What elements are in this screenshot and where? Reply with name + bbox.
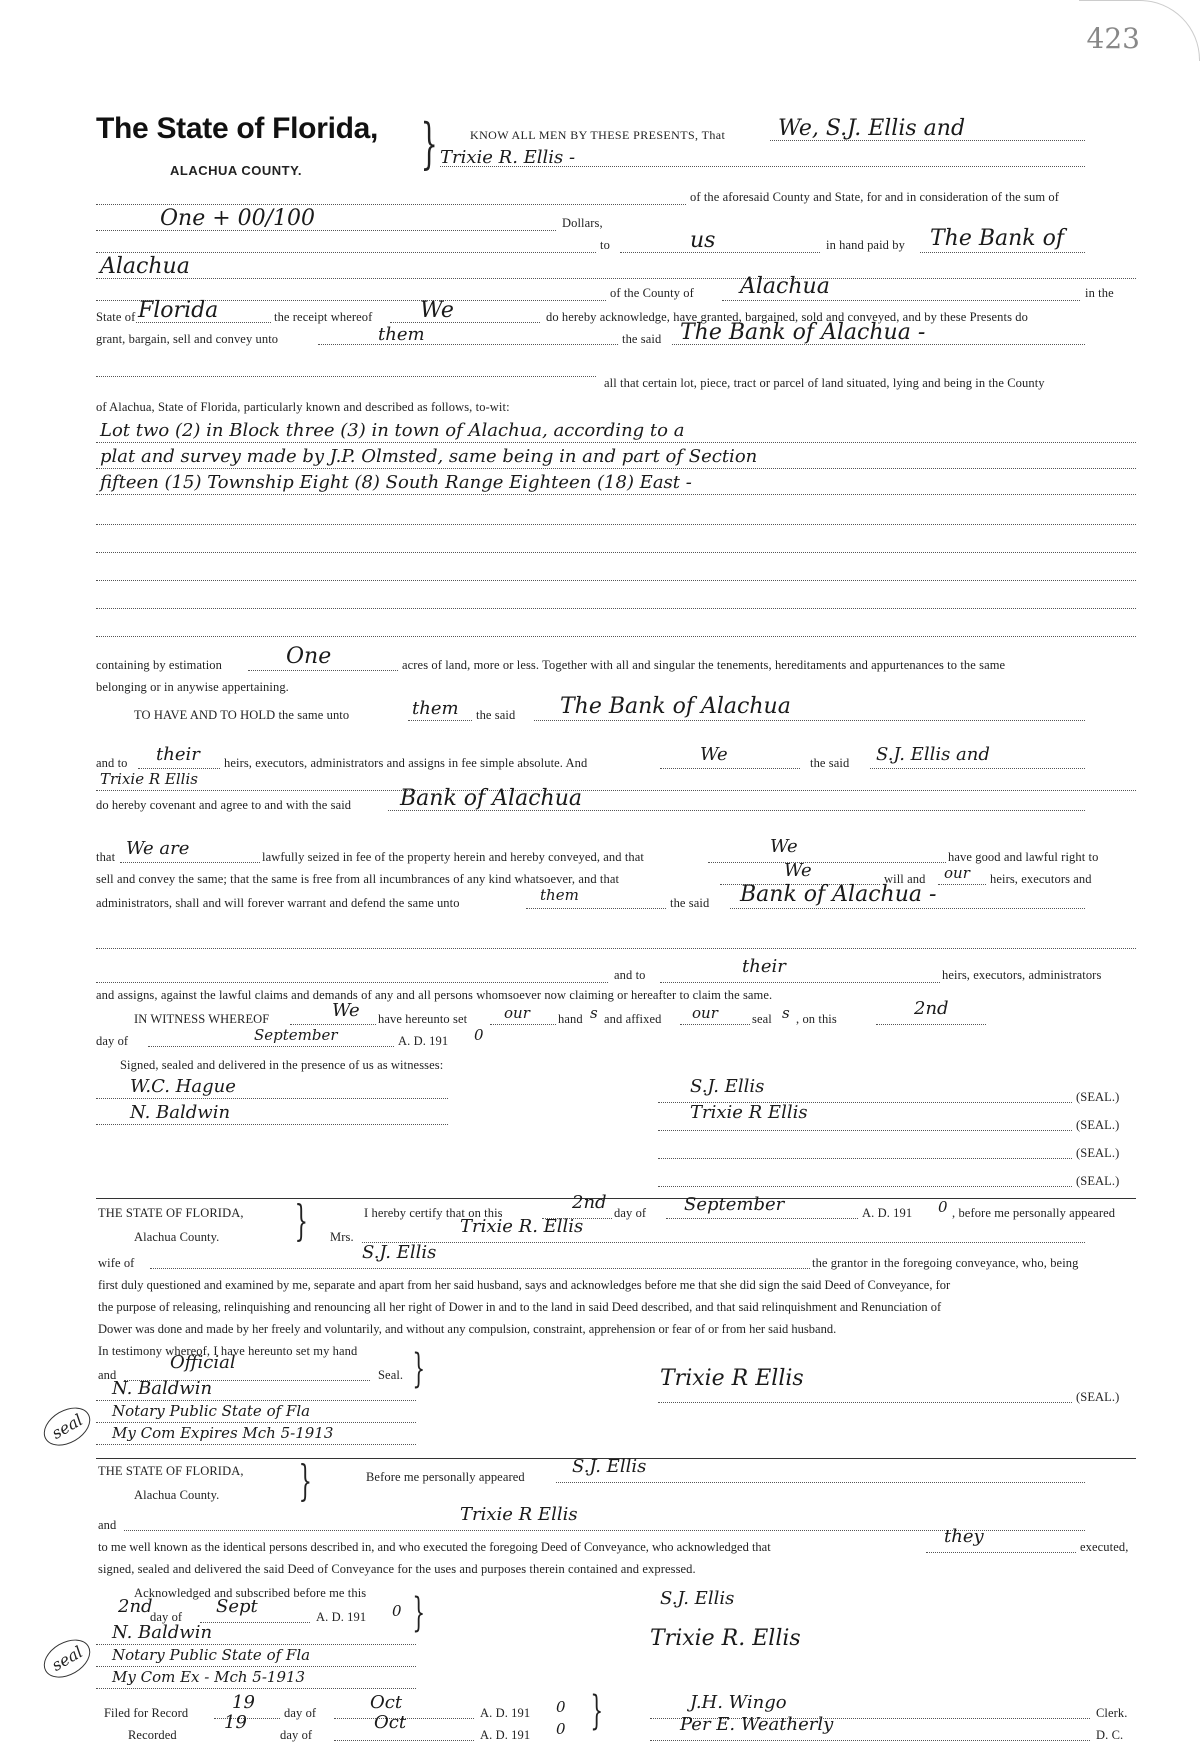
ack2-and-text: and bbox=[98, 1518, 117, 1532]
to-have-text: TO HAVE AND TO HOLD the same unto bbox=[134, 708, 350, 722]
said2-value-2: Trixie R Ellis bbox=[100, 770, 198, 788]
right-text: have good and lawful right to bbox=[948, 850, 1099, 864]
dc-signature: Per E. Weatherly bbox=[680, 1714, 834, 1735]
ack1-signature: Trixie R Ellis bbox=[660, 1366, 804, 1391]
hereunto-text: have hereunto set bbox=[378, 1012, 468, 1026]
land-description-1: Lot two (2) in Block three (3) in town of Alachua, according to a bbox=[100, 420, 685, 441]
grantee-line-1: The Bank of bbox=[930, 226, 1065, 251]
grantors-line-1: We, S.J. Ellis and bbox=[778, 116, 966, 141]
assigns-line-text: and assigns, against the lawful claims and demands of any and all persons whomsoever now claiming or hereafter to claim the same. bbox=[96, 988, 773, 1002]
dotted-line bbox=[876, 1024, 986, 1025]
whereof-value: We bbox=[332, 1000, 360, 1021]
ack1-notary-title: Notary Public State of Fla bbox=[112, 1402, 311, 1420]
dotted-line bbox=[96, 1688, 416, 1689]
the-said-text: the said bbox=[622, 332, 662, 346]
grant-line-text: grant, bargain, sell and convey unto bbox=[96, 332, 279, 346]
dotted-line bbox=[96, 252, 596, 253]
dotted-line bbox=[96, 948, 1136, 949]
rec-month-value: Oct bbox=[374, 1712, 407, 1733]
dotted-line bbox=[96, 376, 596, 377]
ack2-and-value: Trixie R Ellis bbox=[460, 1504, 578, 1525]
grantor-text: the grantor in the foregoing conveyance, who, being bbox=[812, 1256, 1079, 1270]
seal-label-2: (SEAL.) bbox=[1076, 1118, 1120, 1132]
filed-day-of-text: day of bbox=[284, 1706, 317, 1720]
dotted-line bbox=[96, 442, 1136, 443]
dotted-line bbox=[440, 166, 1085, 167]
ack2-signature-2: Trixie R. Ellis bbox=[650, 1626, 801, 1651]
known-value: they bbox=[944, 1526, 984, 1547]
that-value: We are bbox=[126, 838, 190, 859]
sell-line-text: sell and convey the same; that the same is free from all incumbrances of any kind whatsoever, and that bbox=[96, 872, 620, 886]
said-value: The Bank of Alachua - bbox=[680, 320, 926, 345]
dotted-line bbox=[680, 1024, 750, 1025]
certify-text: I hereby certify that on this bbox=[364, 1206, 503, 1220]
ad-text: A. D. 191 bbox=[398, 1034, 449, 1048]
dotted-line bbox=[938, 884, 986, 885]
dotted-line bbox=[672, 344, 1085, 345]
said2-value-1: S.J. Ellis and bbox=[876, 744, 990, 765]
page-number: 423 bbox=[1086, 22, 1140, 55]
receipt-value: We bbox=[420, 298, 454, 323]
dotted-line bbox=[660, 982, 940, 983]
notary-seal-stamp: seal bbox=[37, 1400, 97, 1454]
acres-value: One bbox=[286, 644, 332, 669]
dotted-line bbox=[136, 322, 271, 323]
dotted-line bbox=[708, 862, 946, 863]
official-value: Official bbox=[170, 1352, 236, 1373]
dotted-line bbox=[96, 580, 1136, 581]
dc-label: D. C. bbox=[1096, 1728, 1124, 1742]
ack1-brace: } bbox=[294, 1196, 309, 1245]
admin-line-text: administrators, shall and will forever warrant and defend the same unto bbox=[96, 896, 460, 910]
dotted-line bbox=[96, 204, 686, 205]
receipt-text: the receipt whereof bbox=[274, 310, 373, 324]
ack2-signed-text: signed, sealed and delivered the said Deed of Conveyance for the uses and purposes therein contained and expressed. bbox=[98, 1562, 696, 1576]
county-value: Alachua bbox=[740, 274, 830, 299]
ack2-day-value: 2nd bbox=[118, 1596, 153, 1617]
ack1-seal-label: (SEAL.) bbox=[1076, 1390, 1120, 1404]
ack1-notary-name: N. Baldwin bbox=[112, 1378, 213, 1399]
dotted-line bbox=[408, 720, 472, 721]
ack2-notary-title: Notary Public State of Fla bbox=[112, 1646, 311, 1664]
heirs-exec2-text: heirs, executors, administrators bbox=[942, 968, 1102, 982]
and-to2-text: and to bbox=[614, 968, 646, 982]
sell-value: We bbox=[784, 860, 812, 881]
ack1-ad-text: A. D. 191 bbox=[862, 1206, 913, 1220]
grantors-line-2: Trixie R. Ellis - bbox=[440, 147, 576, 168]
filed-day-value: 19 bbox=[232, 1692, 255, 1713]
containing-text: containing by estimation bbox=[96, 658, 222, 672]
dotted-line bbox=[770, 140, 1085, 141]
on-this-text: , on this bbox=[796, 1012, 837, 1026]
ack1-paragraph-3: Dower was done and made by her freely and voluntarily, and without any compulsion, constraint, apprehension or fear of or from her said husband. bbox=[98, 1322, 837, 1336]
filed-year-value: 0 bbox=[556, 1698, 566, 1716]
dotted-line bbox=[96, 468, 1136, 469]
wife-of-text: wife of bbox=[98, 1256, 135, 1270]
hand-text: hand bbox=[558, 1012, 583, 1026]
hand-value: s bbox=[590, 1004, 598, 1022]
filed-ad-text: A. D. 191 bbox=[480, 1706, 531, 1720]
dotted-line bbox=[388, 810, 1085, 811]
ack1-seal-text: Seal. bbox=[378, 1368, 404, 1382]
mrs-value: Trixie R. Ellis bbox=[460, 1216, 584, 1237]
seized-text: lawfully seized in fee of the property herein and hereby conveyed, and that bbox=[262, 850, 644, 864]
unto-value: them bbox=[378, 324, 425, 345]
subscribed-text: Acknowledged and subscribed before me this bbox=[134, 1586, 367, 1600]
to-have-unto-value: them bbox=[412, 698, 459, 719]
dotted-line bbox=[658, 1186, 1072, 1187]
filing-brace: } bbox=[590, 1688, 604, 1734]
dotted-line bbox=[96, 1644, 416, 1645]
signed-text: Signed, sealed and delivered in the presence of us as witnesses: bbox=[120, 1058, 444, 1072]
dotted-line bbox=[96, 608, 1136, 609]
ack2-ad-text: A. D. 191 bbox=[316, 1610, 367, 1624]
witness-month-value: September bbox=[254, 1026, 338, 1044]
in-the-text: in the bbox=[1085, 286, 1114, 300]
dotted-line bbox=[120, 862, 260, 863]
dotted-line bbox=[658, 1402, 1072, 1403]
header-brace: } bbox=[420, 112, 438, 175]
witness-day-value: 2nd bbox=[914, 998, 949, 1019]
filed-month-value: Oct bbox=[370, 1692, 403, 1713]
ack1-year-value: 0 bbox=[938, 1198, 948, 1216]
habendum-said2-text: the said bbox=[810, 756, 850, 770]
state-value: Florida bbox=[138, 298, 219, 323]
dotted-line bbox=[362, 1242, 1085, 1243]
rec-year-value: 0 bbox=[556, 1720, 566, 1738]
dotted-line bbox=[96, 636, 1136, 637]
ack1-day-of-text: day of bbox=[614, 1206, 647, 1220]
dotted-line bbox=[138, 768, 220, 769]
dotted-line bbox=[490, 1024, 556, 1025]
ack1-paragraph-1: first duly questioned and examined by me, separate and apart from her said husband, says and acknowledges before me that she did sign the said Deed of Conveyance, for bbox=[98, 1278, 951, 1292]
dotted-line bbox=[658, 1130, 1072, 1131]
known-text: to me well known as the identical persons described in, and who executed the foregoing Deed of Conveyance, who acknowledged that bbox=[98, 1540, 771, 1554]
will-and-text: will and bbox=[884, 872, 926, 886]
to-text: to bbox=[600, 238, 610, 252]
dotted-line bbox=[148, 1046, 394, 1047]
and-we-value: We bbox=[700, 744, 728, 765]
dotted-line bbox=[96, 494, 1136, 495]
county-line-text: of Alachua, State of Florida, particularly known and described as follows, to-wit: bbox=[96, 400, 510, 414]
ack2-notary-commission: My Com Ex - Mch 5-1913 bbox=[112, 1668, 306, 1686]
dotted-line bbox=[660, 768, 800, 769]
dotted-line bbox=[200, 1622, 310, 1623]
dotted-line bbox=[96, 1098, 448, 1099]
rec-day-value: 19 bbox=[224, 1712, 247, 1733]
to-value: us bbox=[690, 228, 716, 253]
ack1-notary-commission: My Com Expires Mch 5-1913 bbox=[112, 1424, 334, 1442]
rec-day-of-text: day of bbox=[280, 1728, 313, 1742]
dotted-line bbox=[96, 1422, 416, 1423]
seal-value: s bbox=[782, 1004, 790, 1022]
dotted-line bbox=[96, 1666, 416, 1667]
dotted-line bbox=[666, 1218, 858, 1219]
admin-value: them bbox=[540, 886, 579, 904]
their-value: their bbox=[156, 744, 200, 765]
dotted-line bbox=[150, 1268, 810, 1269]
set-value: our bbox=[504, 1004, 530, 1022]
in-hand-text: in hand paid by bbox=[826, 238, 905, 252]
dotted-line bbox=[722, 300, 1080, 301]
dotted-line bbox=[96, 552, 1136, 553]
belonging-text: belonging or in anywise appertaining. bbox=[96, 680, 289, 694]
dotted-line bbox=[390, 322, 540, 323]
state-title: The State of Florida, bbox=[96, 112, 379, 145]
dotted-line bbox=[96, 1124, 448, 1125]
witness-1-signature: W.C. Hague bbox=[130, 1076, 236, 1097]
ack2-brace: } bbox=[298, 1456, 313, 1505]
dotted-line bbox=[556, 1482, 1085, 1483]
ack1-and-text: and bbox=[98, 1368, 117, 1382]
ack2-month-value: Sept bbox=[216, 1596, 258, 1617]
habendum-said3-text: the said bbox=[670, 896, 710, 910]
ack2-state: THE STATE OF FLORIDA, bbox=[98, 1464, 244, 1478]
state-of-text: State of bbox=[96, 310, 136, 324]
ack2-notary-name: N. Baldwin bbox=[112, 1622, 213, 1643]
filed-text: Filed for Record bbox=[104, 1706, 189, 1720]
dotted-line bbox=[96, 278, 1136, 279]
acres-text: acres of land, more or less. Together with all and singular the tenements, hereditaments and appurtenances to the same bbox=[402, 658, 1006, 672]
ack1-paragraph-2: the purpose of releasing, relinquishing and renouncing all her right of Dower in and to the land in said Deed described, and that said relinquishment and Renunciation of bbox=[98, 1300, 942, 1314]
and-to-text: and to bbox=[96, 756, 128, 770]
seized-value: We bbox=[770, 836, 798, 857]
witness-year-value: 0 bbox=[474, 1026, 484, 1044]
dotted-line bbox=[96, 982, 608, 983]
whereof-text: IN WITNESS WHEREOF bbox=[134, 1012, 270, 1026]
ack1-state: THE STATE OF FLORIDA, bbox=[98, 1206, 244, 1220]
ack1-before-text: , before me personally appeared bbox=[952, 1206, 1116, 1220]
grantor-2-signature: Trixie R Ellis bbox=[690, 1102, 808, 1123]
covenant-value: Bank of Alachua bbox=[400, 786, 582, 811]
dotted-line bbox=[318, 344, 618, 345]
mrs-text: Mrs. bbox=[330, 1230, 354, 1244]
dotted-line bbox=[290, 1024, 376, 1025]
ack2-county: Alachua County. bbox=[134, 1488, 220, 1502]
dotted-line bbox=[620, 252, 820, 253]
said3-value: Bank of Alachua - bbox=[740, 882, 937, 907]
recorded-text: Recorded bbox=[128, 1728, 177, 1742]
acknowledge-text: do hereby acknowledge, have granted, bargained, sold and conveyed, and by these Presents do bbox=[546, 310, 1028, 324]
dotted-line bbox=[96, 230, 556, 231]
covenant-text: do hereby covenant and agree to and with the said bbox=[96, 798, 352, 812]
section-rule bbox=[96, 1198, 1136, 1199]
clerk-label: Clerk. bbox=[1096, 1706, 1128, 1720]
ack2-year-value: 0 bbox=[392, 1602, 402, 1620]
seal-label-3: (SEAL.) bbox=[1076, 1146, 1120, 1160]
all-that-text: all that certain lot, piece, tract or parcel of land situated, lying and being in the County bbox=[604, 376, 1045, 390]
dotted-line bbox=[658, 1158, 1072, 1159]
affixed-text: and affixed bbox=[604, 1012, 662, 1026]
clerk-signature: J.H. Wingo bbox=[690, 1692, 787, 1713]
notary-seal-stamp-2: seal bbox=[37, 1632, 97, 1686]
dotted-line bbox=[870, 768, 1085, 769]
dotted-line bbox=[730, 908, 1085, 909]
of-county-text: of the County of bbox=[610, 286, 694, 300]
dotted-line bbox=[650, 1740, 1090, 1741]
seal-label-1: (SEAL.) bbox=[1076, 1090, 1120, 1104]
ack1-day-value: 2nd bbox=[572, 1192, 607, 1213]
dotted-line bbox=[96, 1444, 416, 1445]
grantee-line-2: Alachua bbox=[100, 254, 190, 279]
seal-label-4: (SEAL.) bbox=[1076, 1174, 1120, 1188]
dotted-line bbox=[534, 720, 1085, 721]
rec-ad-text: A. D. 191 bbox=[480, 1728, 531, 1742]
wife-of-value: S.J. Ellis bbox=[362, 1242, 437, 1263]
grantor-1-signature: S.J. Ellis bbox=[690, 1076, 765, 1097]
habendum-said-value: The Bank of Alachua bbox=[560, 694, 791, 719]
heirs-text: heirs, executors, administrators and assigns in fee simple absolute. And bbox=[224, 756, 588, 770]
dotted-line bbox=[96, 524, 1136, 525]
dotted-line bbox=[124, 1530, 1085, 1531]
ack2-seal-brace: } bbox=[412, 1590, 426, 1636]
dotted-line bbox=[526, 908, 666, 909]
ack1-county: Alachua County. bbox=[134, 1230, 220, 1244]
ack1-seal-brace: } bbox=[412, 1346, 426, 1392]
that-text: that bbox=[96, 850, 116, 864]
land-description-3: fifteen (15) Township Eight (8) South Range Eighteen (18) East - bbox=[100, 472, 692, 493]
aforesaid-text: of the aforesaid County and State, for and in consideration of the sum of bbox=[690, 190, 1060, 204]
day-of-text: day of bbox=[96, 1034, 129, 1048]
their2-value: their bbox=[742, 956, 786, 977]
dollars-text: Dollars, bbox=[562, 216, 603, 230]
heirs-exec-text: heirs, executors and bbox=[990, 872, 1092, 886]
sum-value: One + 00/100 bbox=[160, 206, 316, 231]
testimony-text: In testimony whereof, I have hereunto set my hand bbox=[98, 1344, 358, 1358]
dotted-line bbox=[248, 670, 398, 671]
executed-text: executed, bbox=[1080, 1540, 1129, 1554]
will-value: our bbox=[944, 864, 970, 882]
ack1-month-value: September bbox=[684, 1194, 785, 1215]
dotted-line bbox=[926, 1552, 1076, 1553]
witness-2-signature: N. Baldwin bbox=[130, 1102, 231, 1123]
ack2-day-of-text: day of bbox=[150, 1610, 183, 1624]
seal-text: seal bbox=[752, 1012, 772, 1026]
county-title: ALACHUA COUNTY. bbox=[170, 163, 302, 178]
affixed-value: our bbox=[692, 1004, 718, 1022]
dotted-line bbox=[96, 790, 1136, 791]
ack2-before-text: Before me personally appeared bbox=[366, 1470, 525, 1484]
dotted-line bbox=[334, 1740, 474, 1741]
ack2-before-value: S.J. Ellis bbox=[572, 1456, 647, 1477]
dotted-line bbox=[920, 252, 1085, 253]
dotted-line bbox=[96, 1400, 416, 1401]
ack2-signature-1: S.J. Ellis bbox=[660, 1588, 735, 1609]
habendum-said-text: the said bbox=[476, 708, 516, 722]
know-all-text: KNOW ALL MEN BY THESE PRESENTS, That bbox=[470, 128, 726, 142]
land-description-2: plat and survey made by J.P. Olmsted, same being in and part of Section bbox=[100, 446, 758, 467]
